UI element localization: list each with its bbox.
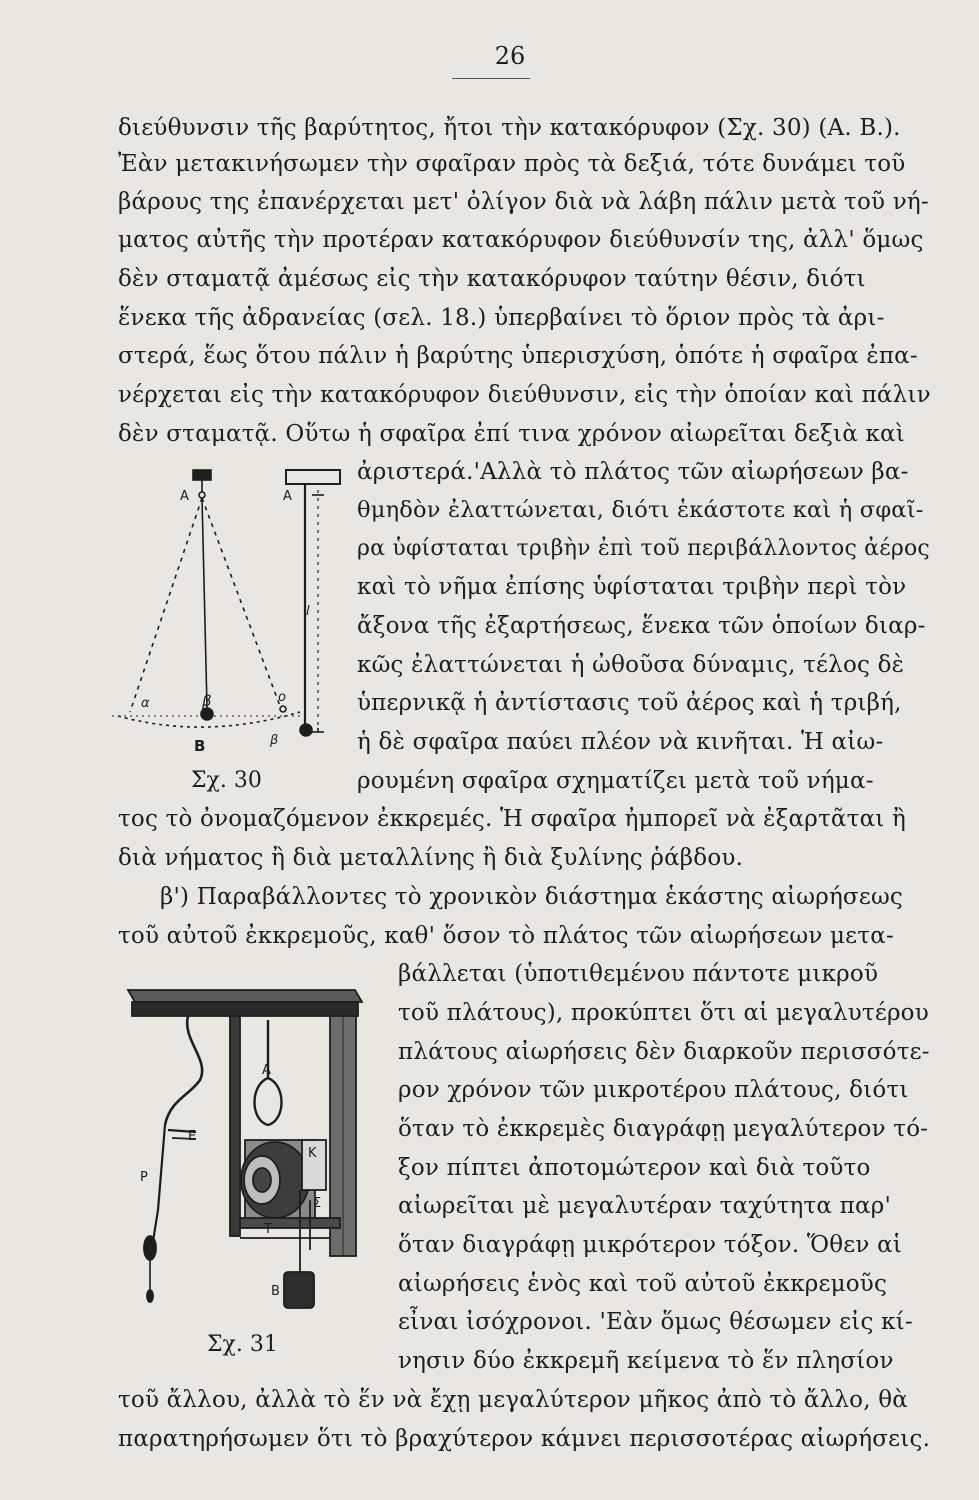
text-line: βάρους της ἐπανέρχεται μετ' ὀλίγον διὰ νὰ λάβη πάλιν μετὰ τοῦ νή- bbox=[118, 189, 929, 215]
text-line: τοῦ πλάτους), προκύπτει ὅτι αἱ μεγαλυτέρου bbox=[398, 1000, 929, 1026]
text-line: ἡ δὲ σφαῖρα παύει πλέον νὰ κινῆται. Ἡ αἰω- bbox=[357, 729, 884, 755]
text-line: διὰ νήματος ἢ διὰ μεταλλίνης ἢ διὰ ξυλίνης ῥάβδου. bbox=[118, 845, 744, 871]
text-line: ματος αὐτῆς τὴν προτέραν κατακόρυφον διεύθυνσίν της, ἀλλ' ὅμως bbox=[118, 227, 924, 253]
fig31-label-e: Ε bbox=[188, 1129, 197, 1144]
text-line: ρον χρόνον τῶν μικροτέρου πλάτους, διότι bbox=[398, 1077, 909, 1103]
text-line: διεύθυνσιν τῆς βαρύτητος, ἤτοι τὴν κατακόρυφον (Σχ. 30) (Α. Β.). bbox=[118, 115, 901, 141]
text-line: ρουμένη σφαῖρα σχηματίζει μετὰ τοῦ νήμα- bbox=[357, 768, 874, 794]
fig30-label-b-right: β bbox=[270, 733, 279, 748]
fig30-label-a-right: Α bbox=[283, 489, 292, 504]
text-line: ὅταν διαγράφῃ μικρότερον τόξον. Ὅθεν αἱ bbox=[398, 1232, 903, 1258]
text-line: ἄξονα τῆς ἐξαρτήσεως, ἕνεκα τῶν ὁποίων διαρ- bbox=[357, 613, 926, 639]
text-line: ξον πίπτει ἀποτομώτερον καὶ διὰ τοῦτο bbox=[398, 1155, 871, 1181]
fig31-label-t: Τ bbox=[264, 1222, 272, 1237]
fig31-label-b: Β bbox=[271, 1284, 280, 1299]
fig30-caption: Σχ. 30 bbox=[191, 768, 262, 793]
text-line: τος τὸ ὀνομαζόμενον ἐκκρεμές. Ἡ σφαῖρα ἠμπορεῖ νὰ ἐξαρτᾶται ἢ bbox=[118, 806, 907, 832]
text-line: εἶναι ἰσόχρονοι. 'Εὰν ὅμως θέσωμεν εἰς κί- bbox=[398, 1309, 913, 1335]
fig31-caption: Σχ. 31 bbox=[207, 1332, 278, 1357]
fig30-label-o: ο bbox=[278, 690, 286, 705]
fig31-label-sigma: Σ bbox=[313, 1196, 322, 1211]
text-line: τοῦ ἄλλου, ἀλλὰ τὸ ἕν νὰ ἔχῃ μεγαλύτερον μῆκος ἀπὸ τὸ ἄλλο, θὰ bbox=[118, 1387, 909, 1413]
fig31-label-p: Ρ bbox=[140, 1170, 148, 1185]
text-line: ἀριστερά.'Αλλὰ τὸ πλάτος τῶν αἰωρήσεων βα- bbox=[357, 459, 909, 485]
text-line: Ἐὰν μετακινήσωμεν τὴν σφαῖραν πρὸς τὰ δεξιά, τότε δυνάμει τοῦ bbox=[118, 151, 906, 177]
text-line: θμηδὸν ἐλαττώνεται, διότι ἑκάστοτε καὶ ἡ σφαῖ- bbox=[357, 497, 924, 523]
fig30-label-beta: β bbox=[202, 692, 212, 710]
fig30-label-alpha: α bbox=[141, 696, 150, 711]
text-line: β') Παραβάλλοντες τὸ χρονικὸν διάστημα ἑκάστης αἰωρήσεως bbox=[160, 884, 903, 910]
fig30-label-a-left: Α bbox=[180, 489, 189, 504]
text-line: νησιν δύο ἐκκρεμῆ κείμενα τὸ ἕν πλησίον bbox=[398, 1348, 894, 1374]
text-line: αἰωρήσεις ἑνὸς καὶ τοῦ αὐτοῦ ἐκκρεμοῦς bbox=[398, 1271, 888, 1297]
text-line: ὅταν τὸ ἐκκρεμὲς διαγράφῃ μεγαλύτερον τό- bbox=[398, 1116, 929, 1142]
text-line: κῶς ἐλαττώνεται ἡ ὠθοῦσα δύναμις, τέλος δὲ bbox=[357, 652, 905, 678]
text-line: πλάτους αἰωρήσεις δὲν διαρκοῦν περισσότε- bbox=[398, 1039, 930, 1065]
text-line: αἰωρεῖται μὲ μεγαλυτέραν ταχύτητα παρ' bbox=[398, 1193, 891, 1219]
text-line: παρατηρήσωμεν ὅτι τὸ βραχύτερον κάμνει περισσοτέρας αἰωρήσεις. bbox=[118, 1426, 931, 1452]
text-line: ἕνεκα τῆς ἀδρανείας (σελ. 18.) ὑπερβαίνει τὸ ὅριον πρὸς τὰ ἀρι- bbox=[118, 305, 885, 331]
text-line: ὑπερνικᾷ ἡ ἀντίστασις τοῦ ἀέρος καὶ ἡ τριβή, bbox=[357, 690, 902, 716]
text-line: νέρχεται εἰς τὴν κατακόρυφον διεύθυνσιν, εἰς τὴν ὁποίαν καὶ πάλιν bbox=[118, 382, 931, 408]
fig30-label-l: l bbox=[306, 604, 310, 619]
text-line: τοῦ αὐτοῦ ἐκκρεμοῦς, καθ' ὅσον τὸ πλάτος τῶν αἰωρήσεων μετα- bbox=[118, 923, 894, 949]
fig31-label-a: Α bbox=[262, 1063, 271, 1078]
text-line: δὲν σταματᾷ. Οὕτω ἡ σφαῖρα ἐπί τινα χρόνον αἰωρεῖται δεξιὰ καὶ bbox=[118, 421, 905, 447]
text-line: ρα ὑφίσταται τριβὴν ἐπὶ τοῦ περιβάλλοντος ἀέρος bbox=[357, 536, 930, 561]
text-line: δὲν σταματᾷ ἀμέσως εἰς τὴν κατακόρυφον ταύτην θέσιν, διότι bbox=[118, 266, 866, 292]
page-number: 26 bbox=[494, 42, 526, 70]
text-line: στερά, ἕως ὅτου πάλιν ἡ βαρύτης ὑπερισχύση, ὁπότε ἡ σφαῖρα ἐπα- bbox=[118, 343, 918, 369]
fig31-label-k: Κ bbox=[308, 1146, 317, 1161]
text-line: βάλλεται (ὑποτιθεμένου πάντοτε μικροῦ bbox=[398, 961, 879, 987]
fig30-label-b-bold: B bbox=[194, 737, 206, 755]
text-line: καὶ τὸ νῆμα ἐπίσης ὑφίσταται τριβὴν περὶ τὸν bbox=[357, 574, 907, 600]
